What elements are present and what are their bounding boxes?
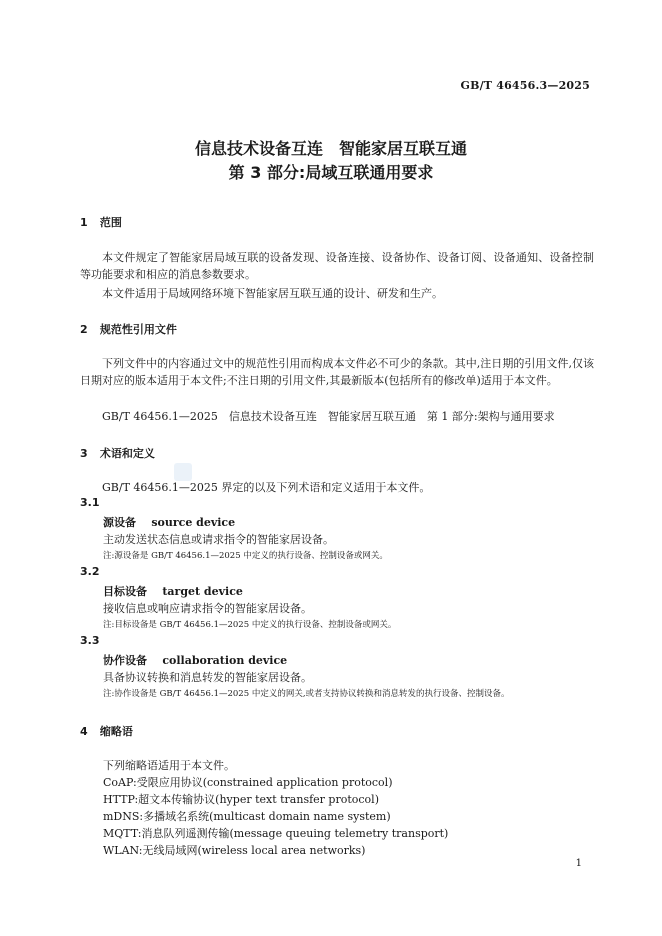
term-definition: 具备协议转换和消息转发的智能家居设备。 [103, 671, 312, 684]
term-en: target device [162, 585, 243, 598]
term-note: 注:目标设备是 GB/T 46456.1—2025 中定义的执行设备、控制设备或网关。 [103, 620, 397, 630]
section-title: 范围 [99, 216, 122, 229]
terms-intro: GB/T 46456.1—2025 界定的以及下列术语和定义适用于本文件。 [102, 481, 431, 494]
doc-title-line2: 第 3 部分:局域互联通用要求 [228, 163, 434, 182]
section-title: 术语和定义 [99, 447, 155, 460]
section-title: 规范性引用文件 [99, 323, 177, 336]
section-1-heading [80, 214, 122, 230]
scope-paragraph-2: 本文件适用于局域网络环境下智能家居互联互通的设计、研发和生产。 [102, 287, 443, 300]
abbreviation-item: MQTT:消息队列遥测传输(message queuing telemetry transport) [103, 827, 449, 840]
section-2-heading [80, 321, 177, 337]
section-number: 3 [80, 447, 88, 460]
section-4-heading [80, 723, 133, 739]
doc-title-line1: 信息技术设备互连 智能家居互联互通 [194, 139, 467, 158]
section-number: 4 [80, 725, 88, 738]
term-zh: 协作设备 [103, 654, 147, 667]
term-definition: 接收信息或响应请求指令的智能家居设备。 [103, 602, 312, 615]
term-zh: 源设备 [103, 516, 136, 529]
term-en: collaboration device [162, 654, 288, 667]
term-en: source device [151, 516, 236, 529]
abbreviations-intro: 下列缩略语适用于本文件。 [103, 759, 235, 772]
term-heading [103, 583, 243, 599]
abbreviation-item: CoAP:受限应用协议(constrained application protocol) [103, 776, 393, 789]
term-note: 注:源设备是 GB/T 46456.1—2025 中定义的执行设备、控制设备或网关。 [103, 551, 388, 561]
scope-paragraph-1: 本文件规定了智能家居局域互联的设备发现、设备连接、设备协作、设备订阅、设备通知、设备控制等功能要求和相应的消息参数要求。 [80, 251, 594, 281]
term-number: 3.1 [80, 496, 100, 509]
normative-ref-item: GB/T 46456.1—2025 信息技术设备互连 智能家居互联互通 第 1 部分:架构与通用要求 [102, 410, 555, 423]
abbreviation-item: WLAN:无线局域网(wireless local area networks) [103, 844, 366, 857]
standard-code: GB/T 46456.3—2025 [460, 79, 590, 92]
section-title: 缩略语 [99, 725, 133, 738]
section-3-heading [80, 445, 155, 461]
term-heading [103, 514, 235, 530]
abbreviation-item: HTTP:超文本传输协议(hyper text transfer protocol) [103, 793, 379, 806]
term-note: 注:协作设备是 GB/T 46456.1—2025 中定义的网关,或者支持协议转换和消息转发的执行设备、控制设备。 [103, 689, 510, 699]
term-definition: 主动发送状态信息或请求指令的智能家居设备。 [103, 533, 334, 546]
page-number: 1 [575, 858, 582, 869]
section-number: 2 [80, 323, 88, 336]
term-zh: 目标设备 [103, 585, 147, 598]
normative-refs-paragraph: 下列文件中的内容通过文中的规范性引用而构成本文件必不可少的条款。其中,注日期的引用文件,仅该日期对应的版本适用于本文件;不注日期的引用文件,其最新版本(包括所有的修改单)适用于本文件。 [80, 357, 594, 387]
abbreviation-item: mDNS:多播域名系统(multicast domain name system) [103, 810, 391, 823]
term-number: 3.2 [80, 565, 100, 578]
term-number: 3.3 [80, 634, 100, 647]
section-number: 1 [80, 216, 88, 229]
term-heading [103, 652, 287, 668]
